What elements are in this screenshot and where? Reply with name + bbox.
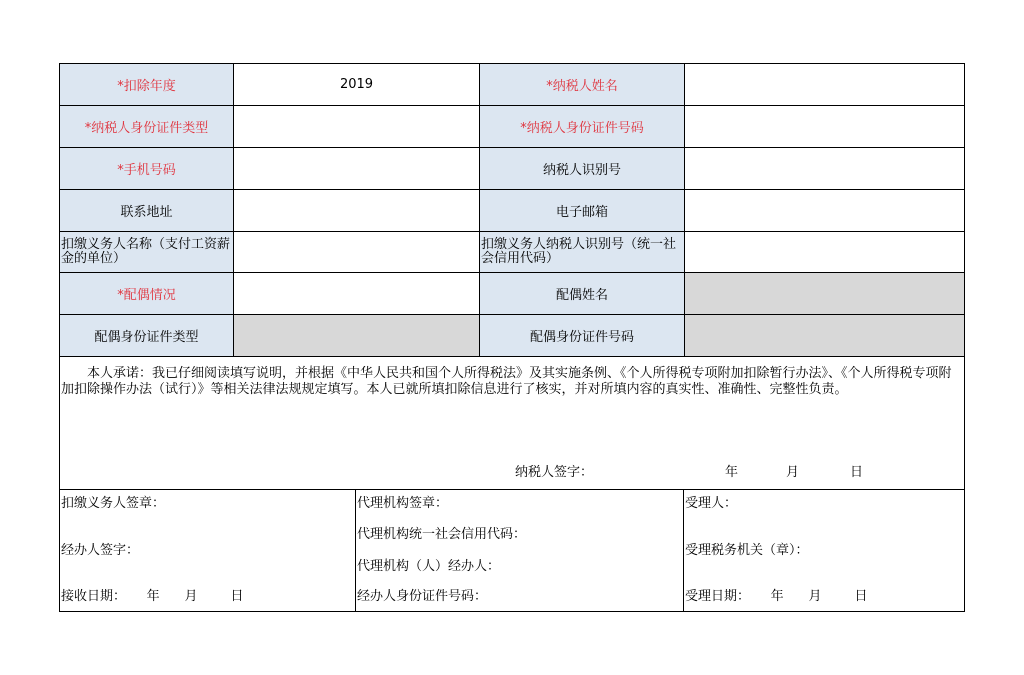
accept-date-label: 受理日期： 年 月 日 bbox=[685, 589, 868, 604]
form-row-withholding-agent bbox=[60, 232, 964, 273]
spouse-status-field[interactable] bbox=[234, 273, 480, 314]
withholding-agent-seal-label: 扣缴义务人签章： bbox=[61, 496, 166, 511]
tax-office-seal-label: 受理税务机关（章）： bbox=[685, 543, 809, 558]
phone-label: *手机号码 bbox=[60, 148, 234, 189]
declaration-section bbox=[60, 357, 964, 490]
deduction-form bbox=[59, 63, 965, 612]
address-field[interactable] bbox=[234, 190, 480, 231]
id-number-field[interactable] bbox=[685, 106, 964, 147]
taxpayer-signature-label: 纳税人签字： bbox=[515, 465, 594, 480]
form-row-address bbox=[60, 190, 964, 232]
form-row-spouse-id bbox=[60, 315, 964, 357]
handler-signature-label: 经办人签字： bbox=[61, 543, 140, 558]
acceptor-label: 受理人： bbox=[685, 496, 738, 511]
withholding-agent-name-label: 扣缴义务人名称（支付工资薪金的单位） bbox=[60, 232, 234, 272]
agency-column bbox=[356, 490, 684, 611]
withholding-agent-name-field[interactable] bbox=[234, 232, 480, 272]
agency-handler-label: 代理机构（人）经办人： bbox=[357, 559, 501, 574]
signature-section bbox=[60, 490, 964, 611]
email-field[interactable] bbox=[685, 190, 964, 231]
email-label: 电子邮箱 bbox=[480, 190, 685, 231]
spouse-id-type-label: 配偶身份证件类型 bbox=[60, 315, 234, 356]
agency-seal-label: 代理机构签章： bbox=[357, 496, 449, 511]
spouse-id-number-field bbox=[685, 315, 964, 356]
receive-date-label: 接收日期： 年 月 日 bbox=[61, 589, 244, 604]
sign-month-label: 月 bbox=[786, 465, 800, 480]
form-row-phone bbox=[60, 148, 964, 190]
taxpayer-id-label: 纳税人识别号 bbox=[480, 148, 685, 189]
sign-day-label: 日 bbox=[850, 465, 864, 480]
withholding-agent-id-label: 扣缴义务人纳税人识别号（统一社会信用代码） bbox=[480, 232, 685, 272]
form-row-tax-year bbox=[60, 64, 964, 106]
form-row-id-type bbox=[60, 106, 964, 148]
declaration-text: 本人承诺：我已仔细阅读填写说明，并根据《中华人民共和国个人所得税法》及其实施条例、《个人所得税专项附加扣除暂行办法》、《个人所得税专项附加扣除操作办法（试行）》等相关法律法规规定填写。本人已就所填扣除信息进行了核实，并对所填内容的真实性、准确性、完整性负责。 bbox=[61, 366, 952, 397]
taxpayer-id-field[interactable] bbox=[685, 148, 964, 189]
spouse-name-field bbox=[685, 273, 964, 314]
taxpayer-name-label: *纳税人姓名 bbox=[480, 64, 685, 105]
tax-year-label: *扣除年度 bbox=[60, 64, 234, 105]
agency-credit-code-label: 代理机构统一社会信用代码： bbox=[357, 527, 527, 542]
taxpayer-name-field[interactable] bbox=[685, 64, 964, 105]
id-number-label: *纳税人身份证件号码 bbox=[480, 106, 685, 147]
spouse-id-type-field bbox=[234, 315, 480, 356]
phone-field[interactable] bbox=[234, 148, 480, 189]
id-type-label: *纳税人身份证件类型 bbox=[60, 106, 234, 147]
sign-year-label: 年 bbox=[725, 465, 739, 480]
tax-office-column bbox=[684, 490, 964, 611]
withholding-agent-column bbox=[60, 490, 356, 611]
spouse-id-number-label: 配偶身份证件号码 bbox=[480, 315, 685, 356]
withholding-agent-id-field[interactable] bbox=[685, 232, 964, 272]
handler-id-number-label: 经办人身份证件号码： bbox=[357, 589, 488, 604]
spouse-name-label: 配偶姓名 bbox=[480, 273, 685, 314]
tax-year-field[interactable]: 2019 bbox=[234, 64, 480, 105]
address-label: 联系地址 bbox=[60, 190, 234, 231]
form-row-spouse bbox=[60, 273, 964, 315]
id-type-field[interactable] bbox=[234, 106, 480, 147]
spouse-status-label: *配偶情况 bbox=[60, 273, 234, 314]
